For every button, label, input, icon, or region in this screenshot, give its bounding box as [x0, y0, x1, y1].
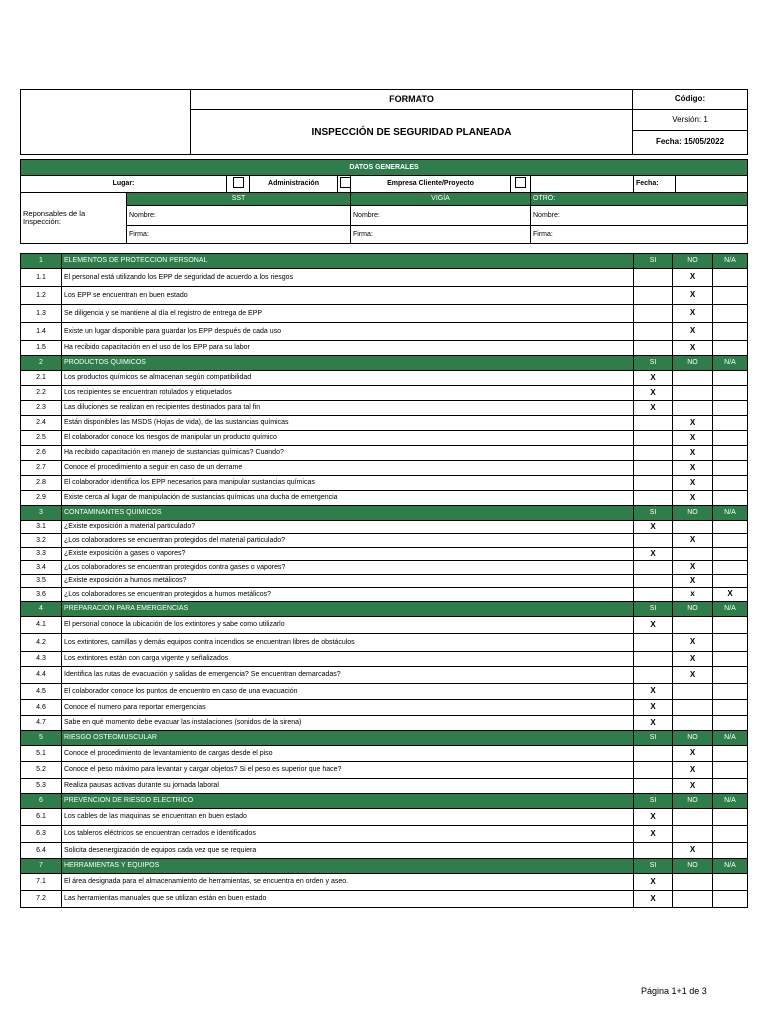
answer-no-cell[interactable] — [673, 874, 713, 891]
item-question: Conoce el numero para reportar emergencias — [62, 700, 634, 716]
answer-si-cell[interactable] — [634, 431, 673, 446]
item-question: Los productos químicos se almacenan según compatibilidad — [62, 371, 634, 386]
checklist-row — [21, 371, 748, 386]
answer-si-cell[interactable] — [634, 634, 673, 652]
checklist-row — [21, 762, 748, 779]
item-question: El colaborador identifica los EPP necesarios para manipular sustancias químicas — [62, 476, 634, 491]
section-header-row — [21, 506, 748, 521]
column-si-header: SI — [634, 254, 673, 269]
answer-si-cell[interactable]: X — [634, 684, 673, 700]
datos-generales-title: DATOS GENERALES — [21, 160, 748, 176]
checklist-row — [21, 779, 748, 794]
otro-firma-field[interactable]: Firma: — [531, 226, 748, 244]
answer-na-cell[interactable] — [713, 534, 748, 548]
item-number: 3.6 — [21, 588, 62, 602]
item-number: 5.3 — [21, 779, 62, 794]
answer-na-cell[interactable] — [713, 762, 748, 779]
version-label: Versión: 1 — [633, 110, 748, 131]
checklist-row — [21, 323, 748, 341]
item-number: 1.2 — [21, 287, 62, 305]
answer-si-cell[interactable]: X — [634, 716, 673, 731]
column-no-header: NO — [673, 506, 713, 521]
answer-si-cell[interactable] — [634, 779, 673, 794]
item-question: Existe cerca al lugar de manipulación de sustancias químicas una ducha de emergencia — [62, 491, 634, 506]
section-number: 7 — [21, 859, 62, 874]
answer-no-cell[interactable]: X — [673, 287, 713, 305]
answer-si-cell[interactable] — [634, 746, 673, 762]
item-number: 4.5 — [21, 684, 62, 700]
checklist-row — [21, 561, 748, 575]
column-na-header: N/A — [713, 731, 748, 746]
fecha-value[interactable] — [676, 176, 748, 193]
column-na-header: N/A — [713, 356, 748, 371]
answer-no-cell[interactable]: X — [673, 534, 713, 548]
formato-label: FORMATO — [191, 90, 633, 110]
answer-na-cell[interactable] — [713, 401, 748, 416]
item-number: 7.1 — [21, 874, 62, 891]
column-si-header: SI — [634, 356, 673, 371]
answer-na-cell[interactable] — [713, 386, 748, 401]
checklist-row — [21, 700, 748, 716]
vigia-header: VIGÍA — [351, 193, 531, 206]
answer-no-cell[interactable]: X — [673, 416, 713, 431]
checklist-row — [21, 843, 748, 859]
answer-no-cell[interactable] — [673, 700, 713, 716]
item-question: Sabe en qué momento debe evacuar las instalaciones (sonidos de la sirena) — [62, 716, 634, 731]
item-question: Los EPP se encuentran en buen estado — [62, 287, 634, 305]
section-title: ELEMENTOS DE PROTECCION PERSONAL — [62, 254, 634, 269]
answer-no-cell[interactable]: X — [673, 341, 713, 356]
answer-na-cell[interactable] — [713, 371, 748, 386]
column-si-header: SI — [634, 731, 673, 746]
item-question: Identifica las rutas de evacuación y salidas de emergencia? Se encuentran demarcadas? — [62, 667, 634, 684]
answer-no-cell[interactable]: X — [673, 667, 713, 684]
answer-si-cell[interactable] — [634, 667, 673, 684]
answer-si-cell[interactable] — [634, 446, 673, 461]
section-number: 2 — [21, 356, 62, 371]
section-header-row — [21, 602, 748, 617]
item-number: 2.1 — [21, 371, 62, 386]
checklist-row — [21, 617, 748, 634]
answer-na-cell[interactable] — [713, 548, 748, 561]
item-question: ¿Los colaboradores se encuentran protegidos del material particulado? — [62, 534, 634, 548]
item-number: 5.2 — [21, 762, 62, 779]
answer-si-cell[interactable]: X — [634, 809, 673, 826]
item-question: Se diligencia y se mantiene al día el registro de entrega de EPP — [62, 305, 634, 323]
answer-no-cell[interactable] — [673, 891, 713, 908]
answer-na-cell[interactable] — [713, 684, 748, 700]
item-number: 1.5 — [21, 341, 62, 356]
answer-na-cell[interactable] — [713, 269, 748, 287]
responsables-label: Reponsables de la Inspección: — [21, 193, 127, 244]
item-number: 3.3 — [21, 548, 62, 561]
checklist-row — [21, 716, 748, 731]
checklist-row — [21, 386, 748, 401]
checklist-row — [21, 269, 748, 287]
answer-si-cell[interactable] — [634, 843, 673, 859]
answer-si-cell[interactable]: X — [634, 401, 673, 416]
item-question: Conoce el procedimiento a seguir en caso de un derrame — [62, 461, 634, 476]
item-number: 2.6 — [21, 446, 62, 461]
administracion-label: Administración — [250, 176, 338, 193]
answer-na-cell[interactable] — [713, 843, 748, 859]
item-number: 1.4 — [21, 323, 62, 341]
otro-checkbox-cell — [511, 176, 531, 193]
fecha-header-label: Fecha: 15/05/2022 — [633, 131, 748, 155]
item-question: ¿Existe exposición a humos metálicos? — [62, 575, 634, 588]
item-number: 4.4 — [21, 667, 62, 684]
column-no-header: NO — [673, 602, 713, 617]
fecha-label: Fecha: — [634, 176, 676, 193]
item-number: 2.7 — [21, 461, 62, 476]
answer-no-cell[interactable]: x — [673, 588, 713, 602]
answer-si-cell[interactable]: X — [634, 617, 673, 634]
checklist-row — [21, 416, 748, 431]
answer-si-cell[interactable] — [634, 323, 673, 341]
item-question: ¿Existe exposición a gases o vapores? — [62, 548, 634, 561]
otro-header: OTRO: — [531, 193, 748, 206]
answer-si-cell[interactable] — [634, 287, 673, 305]
answer-no-cell[interactable]: X — [673, 779, 713, 794]
item-question: El colaborador conoce los riesgos de manipular un producto químico — [62, 431, 634, 446]
answer-no-cell[interactable]: X — [673, 446, 713, 461]
section-title: PRODUCTOS QUIMICOS — [62, 356, 634, 371]
answer-no-cell[interactable] — [673, 716, 713, 731]
sst-nombre-field[interactable]: Nombre: — [127, 206, 351, 226]
lugar-value[interactable] — [531, 176, 634, 193]
item-number: 2.5 — [21, 431, 62, 446]
item-question: ¿Existe exposición a material particulado? — [62, 521, 634, 534]
item-question: Existe un lugar disponible para guardar los EPP después de cada uso — [62, 323, 634, 341]
checklist-row — [21, 534, 748, 548]
answer-na-cell[interactable] — [713, 491, 748, 506]
empresa-label: Empresa Cliente/Proyecto — [351, 176, 511, 193]
column-no-header: NO — [673, 794, 713, 809]
item-number: 6.3 — [21, 826, 62, 843]
answer-no-cell[interactable]: X — [673, 305, 713, 323]
empresa-checkbox[interactable] — [340, 177, 351, 188]
section-title: CONTAMINANTES QUIMICOS — [62, 506, 634, 521]
item-question: El colaborador conoce los puntos de encuentro en caso de una evacuación — [62, 684, 634, 700]
sst-firma-field[interactable]: Firma: — [127, 226, 351, 244]
answer-si-cell[interactable]: X — [634, 826, 673, 843]
section-title: HERRAMIENTAS Y EQUIPOS — [62, 859, 634, 874]
item-number: 1.3 — [21, 305, 62, 323]
section-title: RIESGO OSTEOMUSCULAR — [62, 731, 634, 746]
item-number: 2.3 — [21, 401, 62, 416]
checklist-row — [21, 684, 748, 700]
checklist-row — [21, 891, 748, 908]
answer-na-cell[interactable] — [713, 779, 748, 794]
checklist-row — [21, 667, 748, 684]
answer-si-cell[interactable]: X — [634, 371, 673, 386]
section-number: 1 — [21, 254, 62, 269]
vigia-nombre-field[interactable]: Nombre: — [351, 206, 531, 226]
section-number: 6 — [21, 794, 62, 809]
item-question: Los tableros eléctricos se encuentran cerrados e identificados — [62, 826, 634, 843]
item-question: Conoce el peso máximo para levantar y cargar objetos? Si el peso es superior que hace? — [62, 762, 634, 779]
answer-no-cell[interactable]: X — [673, 431, 713, 446]
checklist-row — [21, 652, 748, 667]
column-na-header: N/A — [713, 859, 748, 874]
answer-no-cell[interactable]: X — [673, 476, 713, 491]
datos-generales-table — [20, 159, 748, 244]
answer-si-cell[interactable] — [634, 461, 673, 476]
logo-cell — [21, 90, 191, 155]
item-question: ¿Los colaboradores se encuentran protegidos contra gases o vapores? — [62, 561, 634, 575]
column-no-header: NO — [673, 356, 713, 371]
answer-no-cell[interactable]: X — [673, 323, 713, 341]
answer-na-cell[interactable] — [713, 323, 748, 341]
item-question: Conoce el procedimiento de levantamiento de cargas desde el piso — [62, 746, 634, 762]
item-question: Los extintores están con carga vigente y señalizados — [62, 652, 634, 667]
answer-si-cell[interactable] — [634, 534, 673, 548]
item-question: El personal está utilizando los EPP de seguridad de acuerdo a los riesgos — [62, 269, 634, 287]
vigia-firma-field[interactable]: Firma: — [351, 226, 531, 244]
answer-no-cell[interactable]: X — [673, 843, 713, 859]
answer-no-cell[interactable] — [673, 521, 713, 534]
administracion-checkbox[interactable] — [233, 177, 244, 188]
section-header-row — [21, 254, 748, 269]
administracion-cell — [227, 176, 250, 193]
answer-si-cell[interactable] — [634, 588, 673, 602]
section-title: PREVENCION DE RIESGO ELECTRICO — [62, 794, 634, 809]
section-number: 4 — [21, 602, 62, 617]
answer-si-cell[interactable]: X — [634, 874, 673, 891]
answer-si-cell[interactable] — [634, 561, 673, 575]
answer-na-cell[interactable] — [713, 634, 748, 652]
answer-na-cell[interactable] — [713, 521, 748, 534]
page-footer: Página 1+1 de 3 — [641, 986, 707, 996]
answer-no-cell[interactable] — [673, 386, 713, 401]
item-number: 6.1 — [21, 809, 62, 826]
section-title: PREPARACION PARA EMERGENCIAS — [62, 602, 634, 617]
item-question: Realiza pausas activas durante su jornada laboral — [62, 779, 634, 794]
answer-no-cell[interactable] — [673, 809, 713, 826]
column-si-header: SI — [634, 602, 673, 617]
item-number: 4.3 — [21, 652, 62, 667]
section-number: 5 — [21, 731, 62, 746]
answer-na-cell[interactable] — [713, 826, 748, 843]
checklist-row — [21, 588, 748, 602]
checklist-row — [21, 826, 748, 843]
answer-no-cell[interactable] — [673, 826, 713, 843]
answer-na-cell[interactable] — [713, 446, 748, 461]
answer-si-cell[interactable] — [634, 269, 673, 287]
item-number: 1.1 — [21, 269, 62, 287]
answer-na-cell[interactable] — [713, 700, 748, 716]
column-na-header: N/A — [713, 602, 748, 617]
checklist-row — [21, 746, 748, 762]
answer-na-cell[interactable] — [713, 575, 748, 588]
answer-na-cell[interactable] — [713, 341, 748, 356]
column-na-header: N/A — [713, 506, 748, 521]
column-na-header: N/A — [713, 254, 748, 269]
item-number: 4.7 — [21, 716, 62, 731]
answer-si-cell[interactable] — [634, 476, 673, 491]
answer-no-cell[interactable]: X — [673, 746, 713, 762]
checklist-row — [21, 431, 748, 446]
checklist-row — [21, 548, 748, 561]
checklist-row — [21, 446, 748, 461]
checklist-row — [21, 491, 748, 506]
answer-no-cell[interactable] — [673, 617, 713, 634]
item-number: 4.1 — [21, 617, 62, 634]
column-na-header: N/A — [713, 794, 748, 809]
section-number: 3 — [21, 506, 62, 521]
item-question: El personal conoce la ubicación de los extintores y sabe como utilizarlo — [62, 617, 634, 634]
checklist-row — [21, 461, 748, 476]
section-header-row — [21, 794, 748, 809]
item-question: Los cables de las maquinas se encuentran en buen estado — [62, 809, 634, 826]
answer-na-cell[interactable] — [713, 874, 748, 891]
answer-si-cell[interactable] — [634, 491, 673, 506]
column-no-header: NO — [673, 859, 713, 874]
answer-na-cell[interactable] — [713, 746, 748, 762]
checklist-row — [21, 476, 748, 491]
item-number: 2.9 — [21, 491, 62, 506]
answer-na-cell[interactable] — [713, 891, 748, 908]
answer-na-cell[interactable] — [713, 431, 748, 446]
checklist-row — [21, 874, 748, 891]
item-number: 4.2 — [21, 634, 62, 652]
page-title: INSPECCIÓN DE SEGURIDAD PLANEADA — [191, 110, 633, 155]
item-question: Solicita desenergización de equipos cada vez que se requiera — [62, 843, 634, 859]
section-header-row — [21, 859, 748, 874]
checklist-row — [21, 305, 748, 323]
checklist-row — [21, 287, 748, 305]
empresa-checkbox-cell — [338, 176, 351, 193]
section-header-row — [21, 356, 748, 371]
item-number: 5.1 — [21, 746, 62, 762]
answer-na-cell[interactable] — [713, 416, 748, 431]
item-question: Ha recibido capacitación en manejo de sustancias químicas? Cuando? — [62, 446, 634, 461]
column-si-header: SI — [634, 794, 673, 809]
answer-na-cell[interactable] — [713, 652, 748, 667]
answer-no-cell[interactable] — [673, 684, 713, 700]
checklist-table — [20, 253, 748, 908]
checklist-row — [21, 809, 748, 826]
answer-na-cell[interactable] — [713, 476, 748, 491]
answer-no-cell[interactable] — [673, 401, 713, 416]
item-question: ¿Los colaboradores se encuentran protegidos a humos metálicos? — [62, 588, 634, 602]
lugar-label: Lugar: — [21, 176, 227, 193]
answer-no-cell[interactable]: X — [673, 634, 713, 652]
answer-no-cell[interactable] — [673, 548, 713, 561]
answer-na-cell[interactable] — [713, 809, 748, 826]
item-number: 2.4 — [21, 416, 62, 431]
answer-si-cell[interactable] — [634, 341, 673, 356]
item-number: 2.8 — [21, 476, 62, 491]
checklist-row — [21, 341, 748, 356]
item-question: Las herramientas manuales que se utilizan están en buen estado — [62, 891, 634, 908]
answer-na-cell[interactable] — [713, 461, 748, 476]
answer-si-cell[interactable]: X — [634, 548, 673, 561]
item-number: 3.2 — [21, 534, 62, 548]
item-question: Los extintores, camillas y demás equipos contra incendios se encuentran libres de obstáculos — [62, 634, 634, 652]
answer-na-cell[interactable] — [713, 667, 748, 684]
otro-nombre-field[interactable]: Nombre: — [531, 206, 748, 226]
item-question: El área designada para el almacenamiento de herramientas, se encuentra en orden y aseo. — [62, 874, 634, 891]
column-si-header: SI — [634, 859, 673, 874]
item-number: 4.6 — [21, 700, 62, 716]
sst-header: SST — [127, 193, 351, 206]
answer-no-cell[interactable] — [673, 371, 713, 386]
item-question: Los recipientes se encuentran rotulados y etiquetados — [62, 386, 634, 401]
answer-si-cell[interactable]: X — [634, 700, 673, 716]
answer-no-cell[interactable]: X — [673, 762, 713, 779]
item-number: 7.2 — [21, 891, 62, 908]
answer-no-cell[interactable]: X — [673, 491, 713, 506]
column-si-header: SI — [634, 506, 673, 521]
item-question: Están disponibles las MSDS (Hojas de vida), de las sustancias químicas — [62, 416, 634, 431]
answer-na-cell[interactable] — [713, 617, 748, 634]
column-no-header: NO — [673, 254, 713, 269]
column-no-header: NO — [673, 731, 713, 746]
header-table — [20, 89, 748, 155]
answer-si-cell[interactable] — [634, 575, 673, 588]
item-number: 3.5 — [21, 575, 62, 588]
answer-si-cell[interactable] — [634, 762, 673, 779]
answer-si-cell[interactable] — [634, 652, 673, 667]
answer-no-cell[interactable]: X — [673, 461, 713, 476]
item-question: Ha recibido capacitación en el uso de los EPP para su labor — [62, 341, 634, 356]
answer-no-cell[interactable]: X — [673, 575, 713, 588]
answer-si-cell[interactable] — [634, 305, 673, 323]
answer-no-cell[interactable]: X — [673, 561, 713, 575]
section-header-row — [21, 731, 748, 746]
checklist-row — [21, 521, 748, 534]
otro-checkbox[interactable] — [515, 177, 526, 188]
answer-na-cell[interactable] — [713, 287, 748, 305]
checklist-row — [21, 575, 748, 588]
item-number: 3.4 — [21, 561, 62, 575]
answer-si-cell[interactable]: X — [634, 521, 673, 534]
codigo-label: Código: — [633, 90, 748, 110]
answer-si-cell[interactable]: X — [634, 891, 673, 908]
answer-na-cell[interactable] — [713, 561, 748, 575]
item-number: 6.4 — [21, 843, 62, 859]
checklist-row — [21, 401, 748, 416]
answer-no-cell[interactable]: X — [673, 652, 713, 667]
answer-no-cell[interactable]: X — [673, 269, 713, 287]
item-number: 3.1 — [21, 521, 62, 534]
item-question: Las diluciones se realizan en recipientes destinados para tal fin — [62, 401, 634, 416]
checklist-row — [21, 634, 748, 652]
answer-si-cell[interactable]: X — [634, 386, 673, 401]
item-number: 2.2 — [21, 386, 62, 401]
answer-si-cell[interactable] — [634, 416, 673, 431]
answer-na-cell[interactable]: X — [713, 588, 748, 602]
answer-na-cell[interactable] — [713, 305, 748, 323]
answer-na-cell[interactable] — [713, 716, 748, 731]
